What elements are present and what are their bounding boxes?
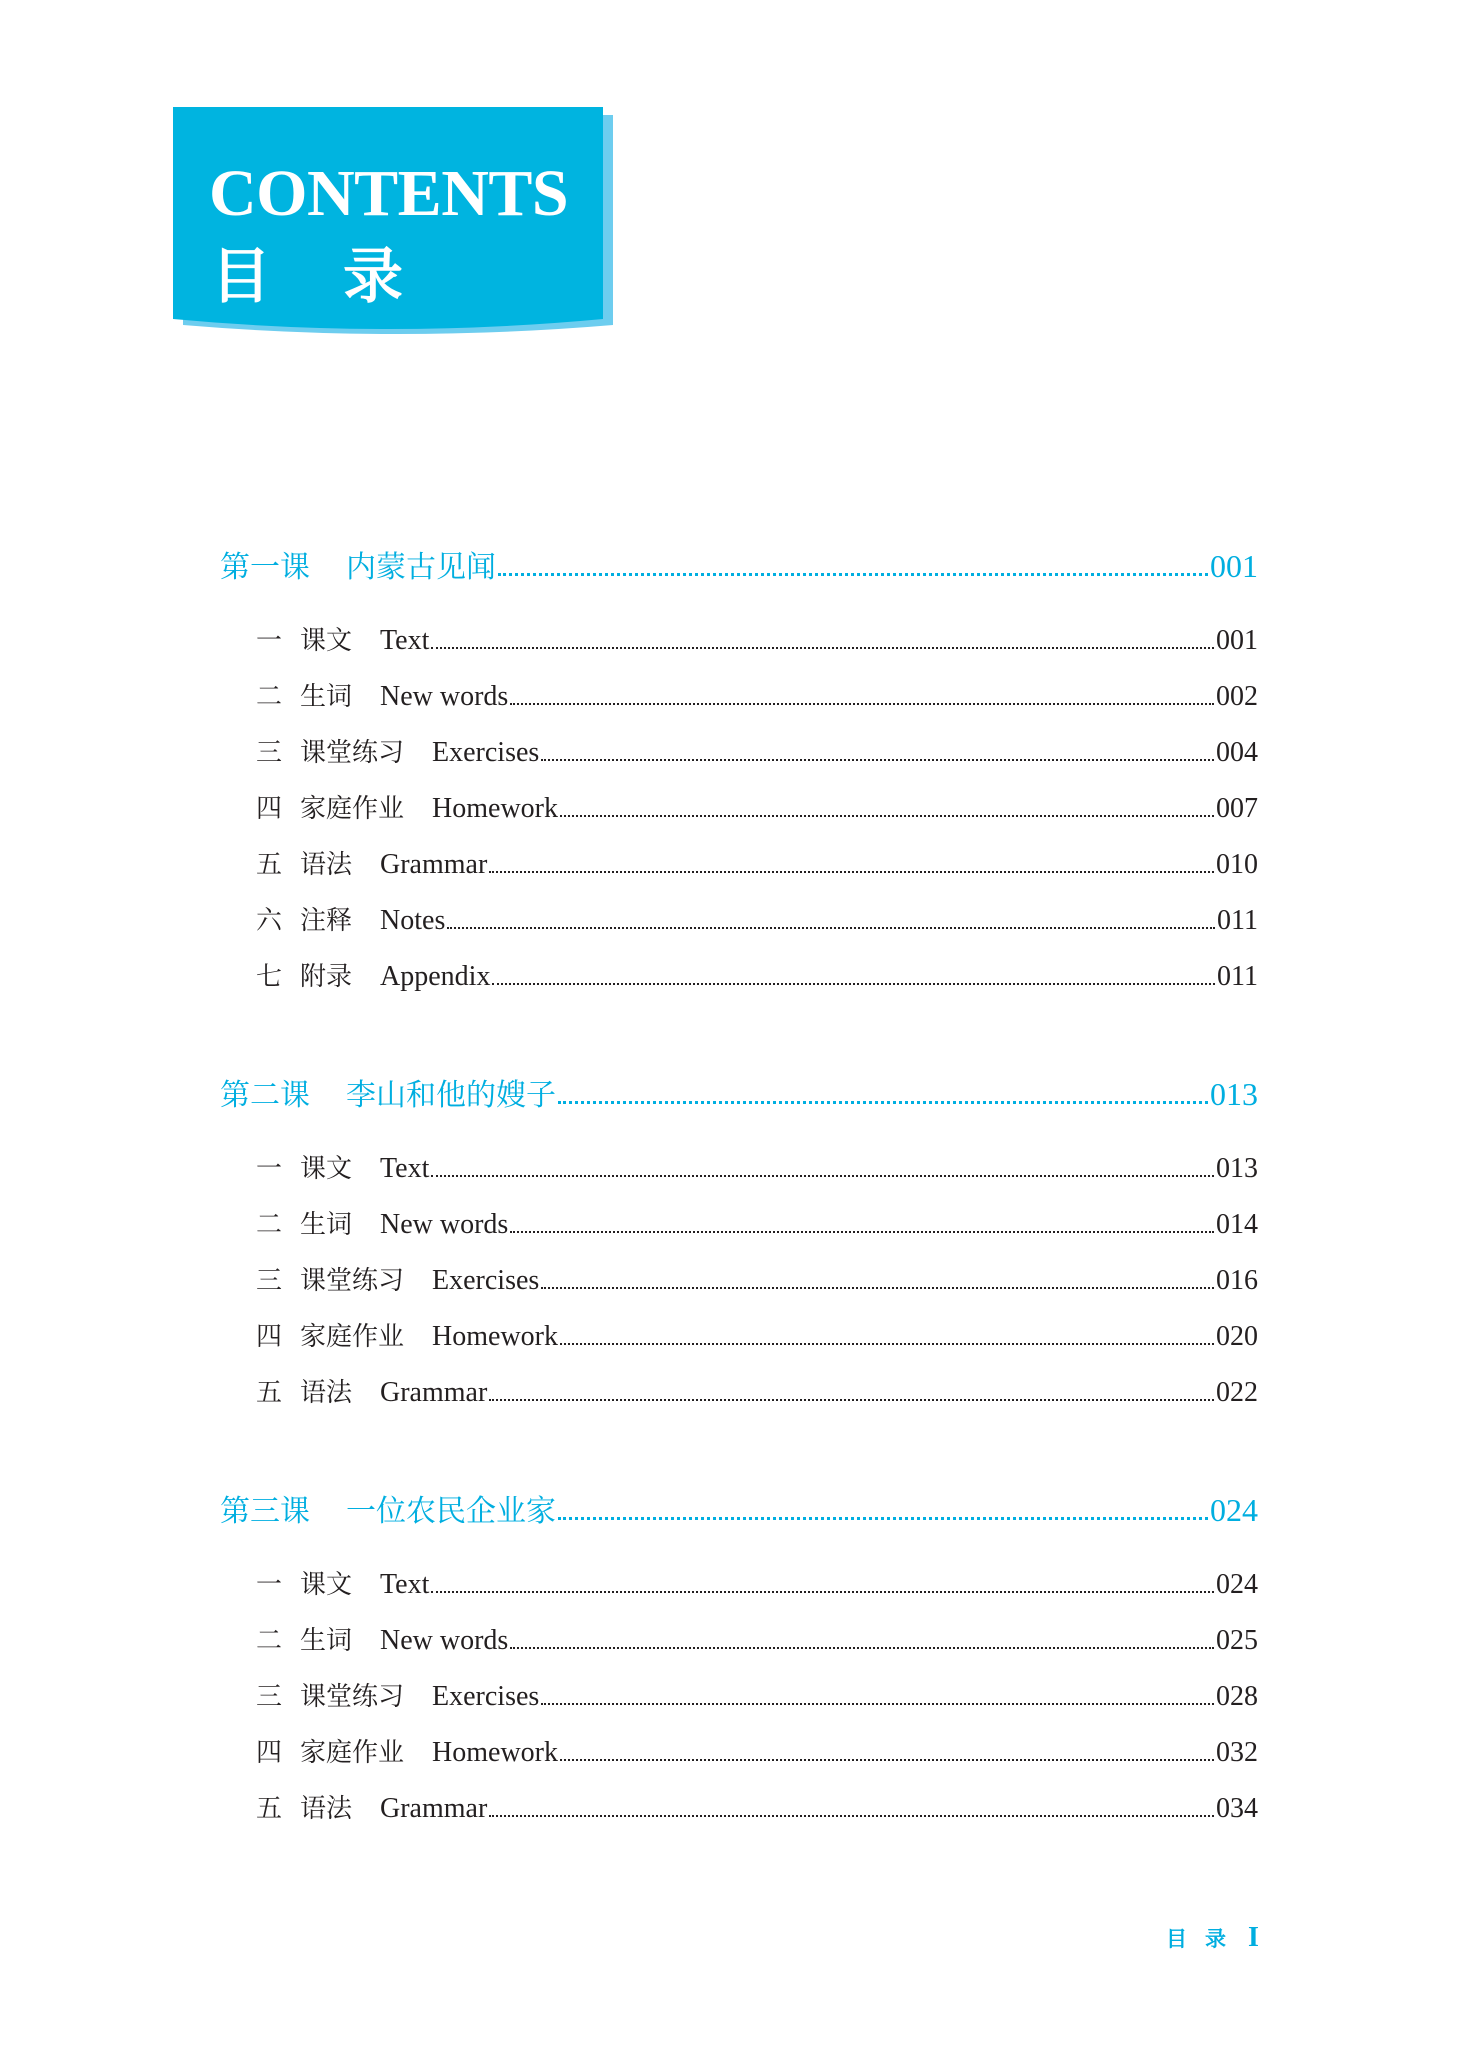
section-title-zh: 家庭作业 xyxy=(300,1738,405,1768)
section-page: 034 xyxy=(1216,1793,1258,1824)
lesson-page: 024 xyxy=(1210,1492,1258,1528)
footer-page-number: I xyxy=(1248,1922,1259,1953)
section-number: 五 xyxy=(256,850,283,880)
section-title-zh: 课堂练习 xyxy=(300,1266,405,1296)
toc-section[interactable] xyxy=(256,788,1258,825)
toc-section[interactable] xyxy=(256,1788,1258,1825)
lesson-number: 第二课 xyxy=(220,1078,310,1113)
toc-section[interactable] xyxy=(256,844,1258,881)
dot-leader xyxy=(489,1815,1214,1817)
toc-section[interactable] xyxy=(256,1260,1258,1297)
dot-leader xyxy=(558,1517,1208,1520)
section-title-en: New words xyxy=(380,681,509,712)
section-number: 四 xyxy=(256,1738,283,1768)
section-number: 五 xyxy=(256,1378,283,1408)
dot-leader xyxy=(431,1175,1214,1177)
section-number: 二 xyxy=(256,682,283,712)
toc-section[interactable] xyxy=(256,1316,1258,1353)
dot-leader xyxy=(447,927,1215,929)
section-title-en: Text xyxy=(380,625,430,656)
section-number: 二 xyxy=(256,1626,283,1656)
toc-section[interactable] xyxy=(256,900,1258,937)
section-title-en: Exercises xyxy=(432,1265,540,1296)
section-page: 032 xyxy=(1216,1737,1258,1768)
dot-leader xyxy=(558,1101,1208,1104)
lesson-number: 第三课 xyxy=(220,1494,310,1529)
section-page: 028 xyxy=(1216,1681,1258,1712)
dot-leader xyxy=(489,1399,1214,1401)
section-page: 016 xyxy=(1216,1265,1258,1296)
lesson-title: 李山和他的嫂子 xyxy=(346,1078,556,1113)
section-page: 014 xyxy=(1216,1209,1258,1240)
toc-section[interactable] xyxy=(256,956,1258,993)
lesson-title: 一位农民企业家 xyxy=(346,1494,556,1529)
section-title-zh: 家庭作业 xyxy=(300,1322,405,1352)
section-number: 五 xyxy=(256,1794,283,1824)
dot-leader xyxy=(498,573,1208,576)
section-title-en: Homework xyxy=(432,793,558,824)
section-number: 一 xyxy=(256,626,283,656)
dot-leader xyxy=(541,1287,1214,1289)
section-number: 二 xyxy=(256,1210,283,1240)
section-page: 022 xyxy=(1216,1377,1258,1408)
section-title-zh: 附录 xyxy=(300,962,353,992)
page-footer xyxy=(1166,1922,1259,1954)
section-title-zh: 家庭作业 xyxy=(300,794,405,824)
section-title-zh: 生词 xyxy=(300,1626,353,1656)
section-title-zh: 课文 xyxy=(300,1154,353,1184)
dot-leader xyxy=(560,815,1214,817)
toc-section[interactable] xyxy=(256,1564,1258,1601)
contents-banner xyxy=(173,107,613,335)
section-title-zh: 注释 xyxy=(300,906,353,936)
toc-lesson-3[interactable] xyxy=(220,1486,1258,1530)
section-title-zh: 语法 xyxy=(300,1378,353,1408)
section-number: 四 xyxy=(256,794,283,824)
section-title-en: Notes xyxy=(380,905,446,936)
section-number: 三 xyxy=(256,738,283,768)
section-title-en: Text xyxy=(380,1569,430,1600)
lesson-page: 001 xyxy=(1210,548,1258,584)
section-page: 013 xyxy=(1216,1153,1258,1184)
dot-leader xyxy=(492,983,1215,985)
section-title-zh: 生词 xyxy=(300,1210,353,1240)
section-title-zh: 语法 xyxy=(300,850,353,880)
section-number: 七 xyxy=(256,962,283,992)
dot-leader xyxy=(541,759,1214,761)
dot-leader xyxy=(560,1759,1214,1761)
section-title-en: New words xyxy=(380,1625,509,1656)
section-title-en: Appendix xyxy=(380,961,491,992)
dot-leader xyxy=(541,1703,1214,1705)
toc-lesson-2[interactable] xyxy=(220,1070,1258,1114)
toc-section[interactable] xyxy=(256,1372,1258,1409)
section-page: 024 xyxy=(1216,1569,1258,1600)
section-number: 一 xyxy=(256,1154,283,1184)
section-title-zh: 语法 xyxy=(300,1794,353,1824)
dot-leader xyxy=(510,1231,1214,1233)
toc-section[interactable] xyxy=(256,1148,1258,1185)
section-title-zh: 生词 xyxy=(300,682,353,712)
section-title-zh: 课堂练习 xyxy=(300,738,405,768)
contents-title-zh: 目录 xyxy=(211,242,475,312)
section-number: 六 xyxy=(256,906,283,936)
dot-leader xyxy=(431,1591,1214,1593)
section-number: 一 xyxy=(256,1570,283,1600)
section-title-zh: 课堂练习 xyxy=(300,1682,405,1712)
section-number: 三 xyxy=(256,1682,283,1712)
section-page: 001 xyxy=(1216,625,1258,656)
dot-leader xyxy=(510,1647,1214,1649)
section-page: 010 xyxy=(1216,849,1258,880)
section-page: 025 xyxy=(1216,1625,1258,1656)
section-title-en: Text xyxy=(380,1153,430,1184)
toc-section[interactable] xyxy=(256,1676,1258,1713)
section-title-zh: 课文 xyxy=(300,1570,353,1600)
section-title-en: Grammar xyxy=(380,1793,488,1824)
toc-section[interactable] xyxy=(256,676,1258,713)
toc-section[interactable] xyxy=(256,1732,1258,1769)
section-title-en: Grammar xyxy=(380,1377,488,1408)
lesson-title: 内蒙古见闻 xyxy=(346,550,496,585)
section-title-en: Homework xyxy=(432,1321,558,1352)
contents-title-en: CONTENTS xyxy=(209,157,569,230)
section-page: 002 xyxy=(1216,681,1258,712)
section-page: 011 xyxy=(1217,961,1258,992)
section-title-en: Grammar xyxy=(380,849,488,880)
section-number: 四 xyxy=(256,1322,283,1352)
dot-leader xyxy=(431,647,1214,649)
section-title-en: New words xyxy=(380,1209,509,1240)
lesson-number: 第一课 xyxy=(220,550,310,585)
dot-leader xyxy=(560,1343,1214,1345)
section-number: 三 xyxy=(256,1266,283,1296)
toc-section[interactable] xyxy=(256,1204,1258,1241)
toc-section[interactable] xyxy=(256,1620,1258,1657)
toc-section[interactable] xyxy=(256,620,1258,657)
toc-section[interactable] xyxy=(256,732,1258,769)
dot-leader xyxy=(510,703,1214,705)
section-page: 011 xyxy=(1217,905,1258,936)
section-page: 004 xyxy=(1216,737,1258,768)
lesson-page: 013 xyxy=(1210,1076,1258,1112)
section-title-zh: 课文 xyxy=(300,626,353,656)
section-title-en: Homework xyxy=(432,1737,558,1768)
footer-label: 目录 xyxy=(1166,1927,1244,1951)
section-title-en: Exercises xyxy=(432,737,540,768)
section-page: 007 xyxy=(1216,793,1258,824)
toc-lesson-1[interactable] xyxy=(220,542,1258,586)
section-title-en: Exercises xyxy=(432,1681,540,1712)
section-page: 020 xyxy=(1216,1321,1258,1352)
dot-leader xyxy=(489,871,1214,873)
